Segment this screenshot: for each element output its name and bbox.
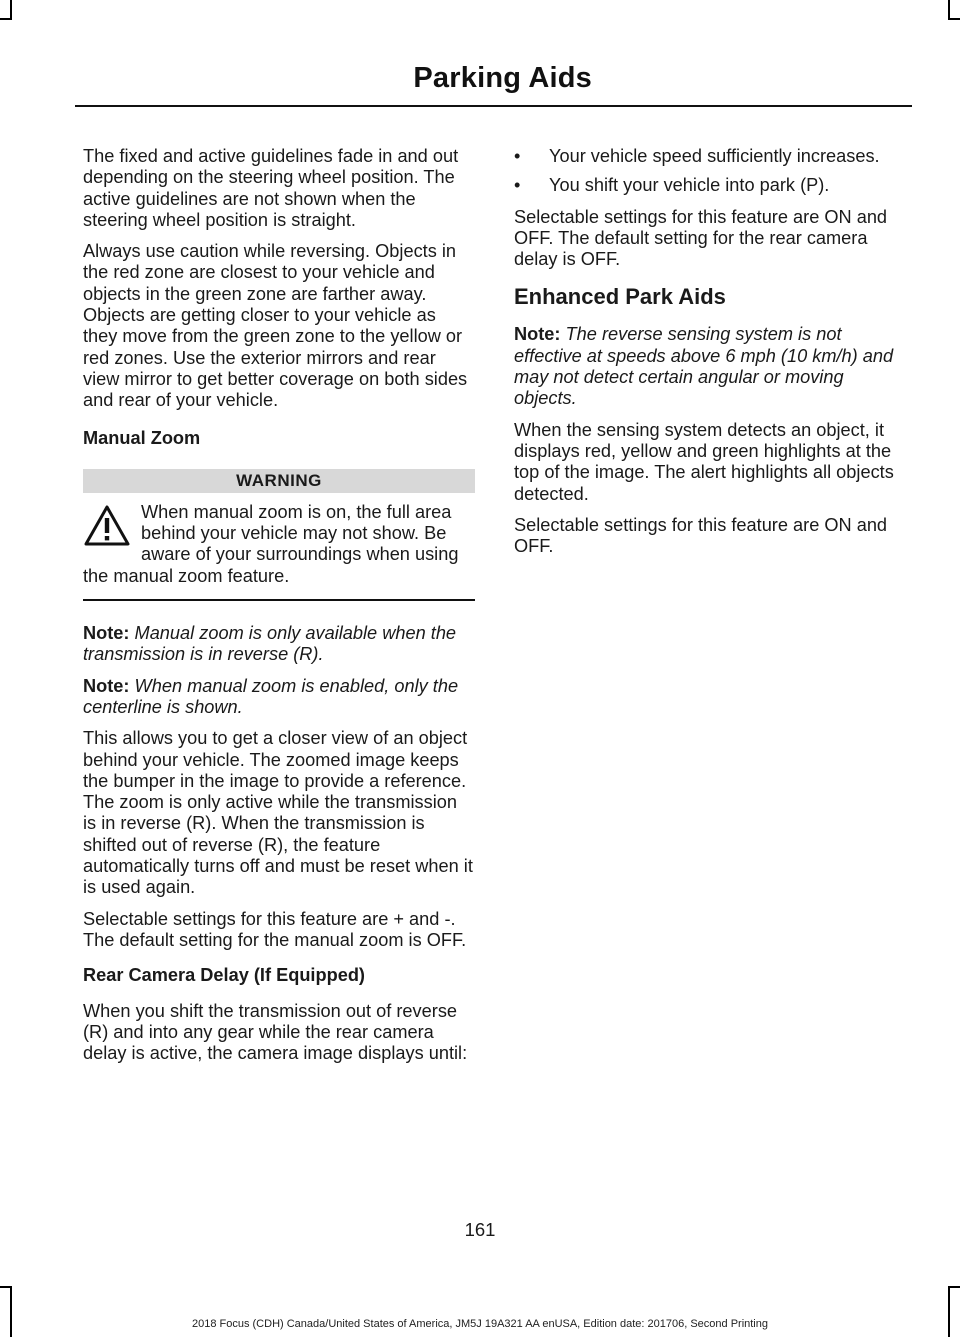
list-item-text: You shift your vehicle into park (P). bbox=[549, 175, 830, 196]
list-item bbox=[514, 146, 906, 167]
right-column bbox=[514, 146, 906, 567]
bullet-icon: • bbox=[514, 175, 521, 196]
note-label: Note: bbox=[83, 623, 130, 644]
left-column bbox=[83, 146, 475, 1074]
paragraph: When you shift the transmission out of reverse (R) and into any gear while the rear camera delay is active, the camera image displays until: bbox=[83, 1000, 468, 1064]
manual-zoom-heading: Manual Zoom bbox=[83, 427, 201, 448]
footer-edition-info: 2018 Focus (CDH) Canada/United States of America, JM5J 19A321 AA enUSA, Edition date: 201706, Second Printing bbox=[191, 1318, 768, 1330]
note-text: Manual zoom is only available when the transmission is in reverse (R). bbox=[83, 623, 457, 665]
paragraph: Selectable settings for this feature are + and -. The default setting for the manual zoom is OFF. bbox=[83, 908, 467, 950]
crop-mark bbox=[948, 1286, 960, 1288]
crop-mark bbox=[10, 0, 12, 18]
warning-label: WARNING bbox=[83, 469, 475, 493]
note-label: Note: bbox=[514, 324, 561, 345]
warning-box bbox=[83, 469, 475, 601]
crop-mark bbox=[0, 1286, 12, 1288]
note-text: When manual zoom is enabled, only the centerline is shown. bbox=[83, 675, 459, 717]
paragraph: Selectable settings for this feature are ON and OFF. The default setting for the rear camera delay is OFF. bbox=[514, 206, 888, 270]
paragraph: Selectable settings for this feature are ON and OFF. bbox=[514, 514, 888, 557]
title-divider bbox=[75, 105, 912, 107]
note-text: The reverse sensing system is not effective at speeds above 6 mph (10 km/h) and may not detect certain angular or moving objects. bbox=[514, 324, 894, 409]
list-item bbox=[514, 175, 906, 196]
warning-triangle-icon bbox=[83, 504, 131, 548]
page-title: Parking Aids bbox=[413, 62, 592, 94]
paragraph: The fixed and active guidelines fade in and out depending on the steering wheel position. The active guidelines are not shown when the steering wheel position is straight. bbox=[83, 146, 459, 230]
bullet-list bbox=[514, 146, 906, 197]
page-number: 161 bbox=[464, 1219, 496, 1240]
note bbox=[83, 676, 475, 719]
note bbox=[83, 623, 475, 666]
list-item-text: Your vehicle speed sufficiently increases. bbox=[549, 146, 880, 166]
note bbox=[514, 324, 906, 409]
paragraph: Always use caution while reversing. Objects in the red zone are closest to your vehicle and objects in the green zone are farther away. Objects are getting closer to your vehicle as they move from the green zone to the yellow or red zones. Use the exterior mirrors and rear view mirror to get better coverage on both sides and rear of your vehicle. bbox=[83, 241, 468, 411]
paragraph: This allows you to get a closer view of an object behind your vehicle. The zoomed image keeps the bumper in the image to provide a reference. The zoom is only active while the transmission is in reverse (R). When the transmission is shifted out of reverse (R), the feature automatically turns off and must be reset when it is used again. bbox=[83, 728, 473, 898]
enhanced-park-aids-heading: Enhanced Park Aids bbox=[514, 284, 726, 310]
crop-mark bbox=[948, 18, 960, 20]
crop-mark bbox=[948, 0, 950, 18]
note-label: Note: bbox=[83, 675, 130, 696]
bullet-icon: • bbox=[514, 146, 521, 166]
warning-body bbox=[83, 493, 475, 601]
crop-mark bbox=[0, 18, 12, 20]
rear-camera-delay-heading: Rear Camera Delay (If Equipped) bbox=[83, 965, 365, 986]
paragraph: When the sensing system detects an object, it displays red, yellow and green highlights at the top of the image. The alert highlights all objects detected. bbox=[514, 419, 894, 504]
warning-text: When manual zoom is on, the full area behind your vehicle may not show. Be aware of your surroundings when using the manual zoom feature. bbox=[83, 501, 459, 586]
